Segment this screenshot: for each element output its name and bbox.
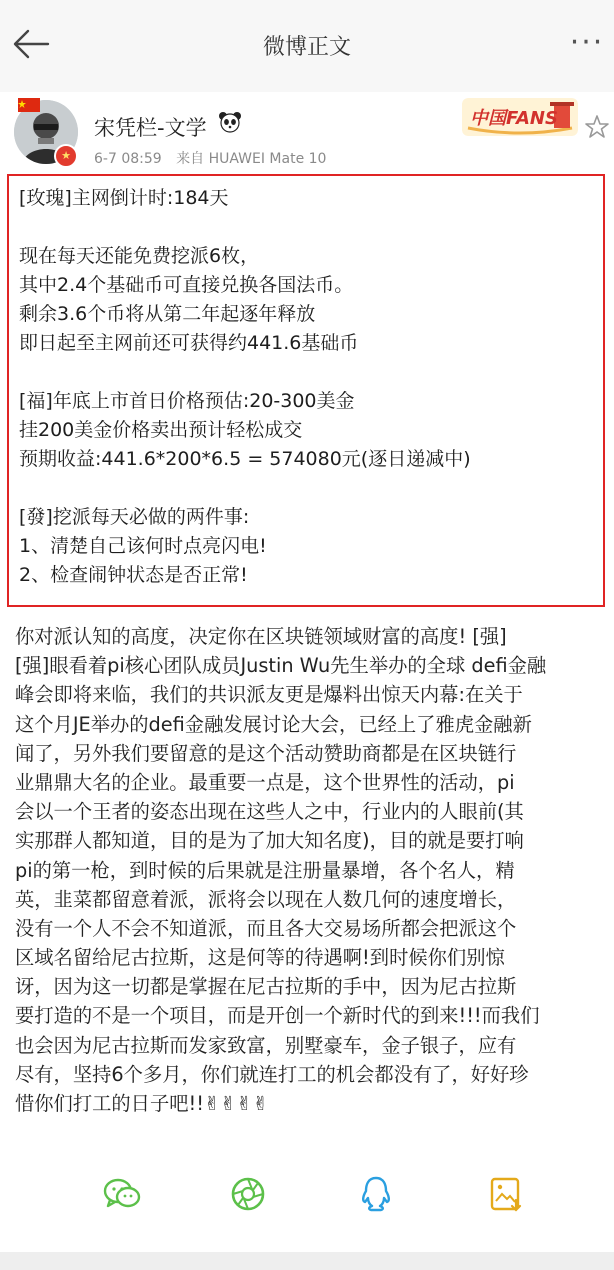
boxed-line: 1、清楚自己该何时点亮闪电!	[19, 535, 267, 557]
body-line: 会以一个王者的姿态出现在这些人之中，行业内的人眼前(其	[15, 800, 524, 824]
body-line: 要打造的不是一个项目，而是开创一个新时代的到来!!!而我们	[15, 1004, 540, 1028]
boxed-line: 2、检查闹钟状态是否正常!	[19, 564, 248, 586]
boxed-line: 其中2.4个基础币可直接兑换各国法币。	[19, 274, 354, 296]
fans-badge-label: 中国FANS	[470, 108, 558, 129]
body-line: 闻了，另外我们要留意的是这个活动赞助商都是在区块链行	[15, 741, 517, 765]
panda-icon	[218, 110, 242, 134]
body-line: 区域名留给尼古拉斯，这是何等的待遇啊!到时候你们别惊	[15, 946, 505, 970]
boxed-text	[19, 184, 599, 590]
boxed-line: [發]挖派每天必做的两件事:	[19, 506, 250, 528]
post-time: 6-7 08:59	[94, 151, 162, 167]
boxed-line: [福]年底上市首日价格预估:20-300美金	[19, 390, 355, 412]
favorite-star-icon[interactable]	[584, 114, 610, 140]
china-flag-icon	[18, 98, 40, 112]
bottom-strip	[0, 1252, 614, 1270]
blank-line	[19, 474, 599, 503]
post-body	[15, 622, 609, 1118]
blank-line	[19, 358, 599, 387]
verified-badge-icon: ★	[54, 144, 78, 168]
boxed-line: 即日起至主网前还可获得约441.6基础币	[19, 332, 359, 354]
post-card	[0, 92, 614, 1252]
highlighted-text-box	[7, 174, 605, 607]
top-bar	[0, 0, 614, 93]
boxed-line: 预期收益:441.6*200*6.5 = 574080元(逐日递减中)	[19, 448, 471, 470]
body-line: 你对派认知的高度，决定你在区块链领域财富的高度! [强]	[15, 625, 507, 648]
body-line: 业鼎鼎大名的企业。最重要一点是，这个世界性的活动，pi	[15, 770, 515, 794]
body-line: 讶，因为这一切都是掌握在尼古拉斯的手中，因为尼古拉斯	[15, 975, 517, 999]
body-line: 也会因为尼古拉斯而发家致富，别墅豪车，金子银子，应有	[15, 1033, 517, 1057]
author-name[interactable]: 宋凭栏-文学	[94, 116, 207, 140]
boxed-line: 现在每天还能免费挖派6枚，	[19, 245, 260, 267]
post-source: 来自 HUAWEI Mate 10	[176, 151, 327, 167]
body-line: 没有一个人不会不知道派，而且各大交易场所都会把派这个	[15, 916, 517, 940]
save-image-icon[interactable]	[486, 1174, 526, 1214]
body-line: pi的第一枪，到时候的后果就是注册量暴增，各个名人，精	[15, 858, 515, 882]
boxed-line: [玫瑰]主网倒计时:184天	[19, 187, 229, 209]
boxed-line: 挂200美金价格卖出预计轻松成交	[19, 419, 303, 441]
boxed-line: 剩余3.6个币将从第二年起逐年释放	[19, 303, 316, 325]
wechat-icon[interactable]	[102, 1174, 142, 1214]
body-line: 这个月JE举办的defi金融发展讨论大会，已经上了雅虎金融新	[15, 712, 532, 736]
body-line: 尽有，坚持6个多月，你们就连打工的机会都没有了，好好珍	[15, 1062, 529, 1086]
post-meta	[94, 148, 336, 168]
page-title: 微博正文	[262, 35, 351, 60]
body-line: 实那群人都知道，目的是为了加大知名度)，目的就是要打响	[15, 829, 524, 853]
moments-icon[interactable]	[228, 1174, 268, 1214]
more-options-button[interactable]: ···	[569, 25, 605, 60]
body-line: 峰会即将来临，我们的共识派友更是爆料出惊天内幕:在关于	[15, 683, 523, 707]
body-line: 英，韭菜都留意着派，派将会以现在人数几何的速度增长，	[15, 887, 517, 911]
body-line: [强]眼看着pi核心团队成员Justin Wu先生举办的全球 defi金融	[15, 654, 547, 678]
blank-line	[19, 213, 599, 242]
qq-icon[interactable]	[356, 1174, 396, 1214]
body-line: 惜你们打工的日子吧!!✌✌✌✌	[15, 1092, 269, 1115]
